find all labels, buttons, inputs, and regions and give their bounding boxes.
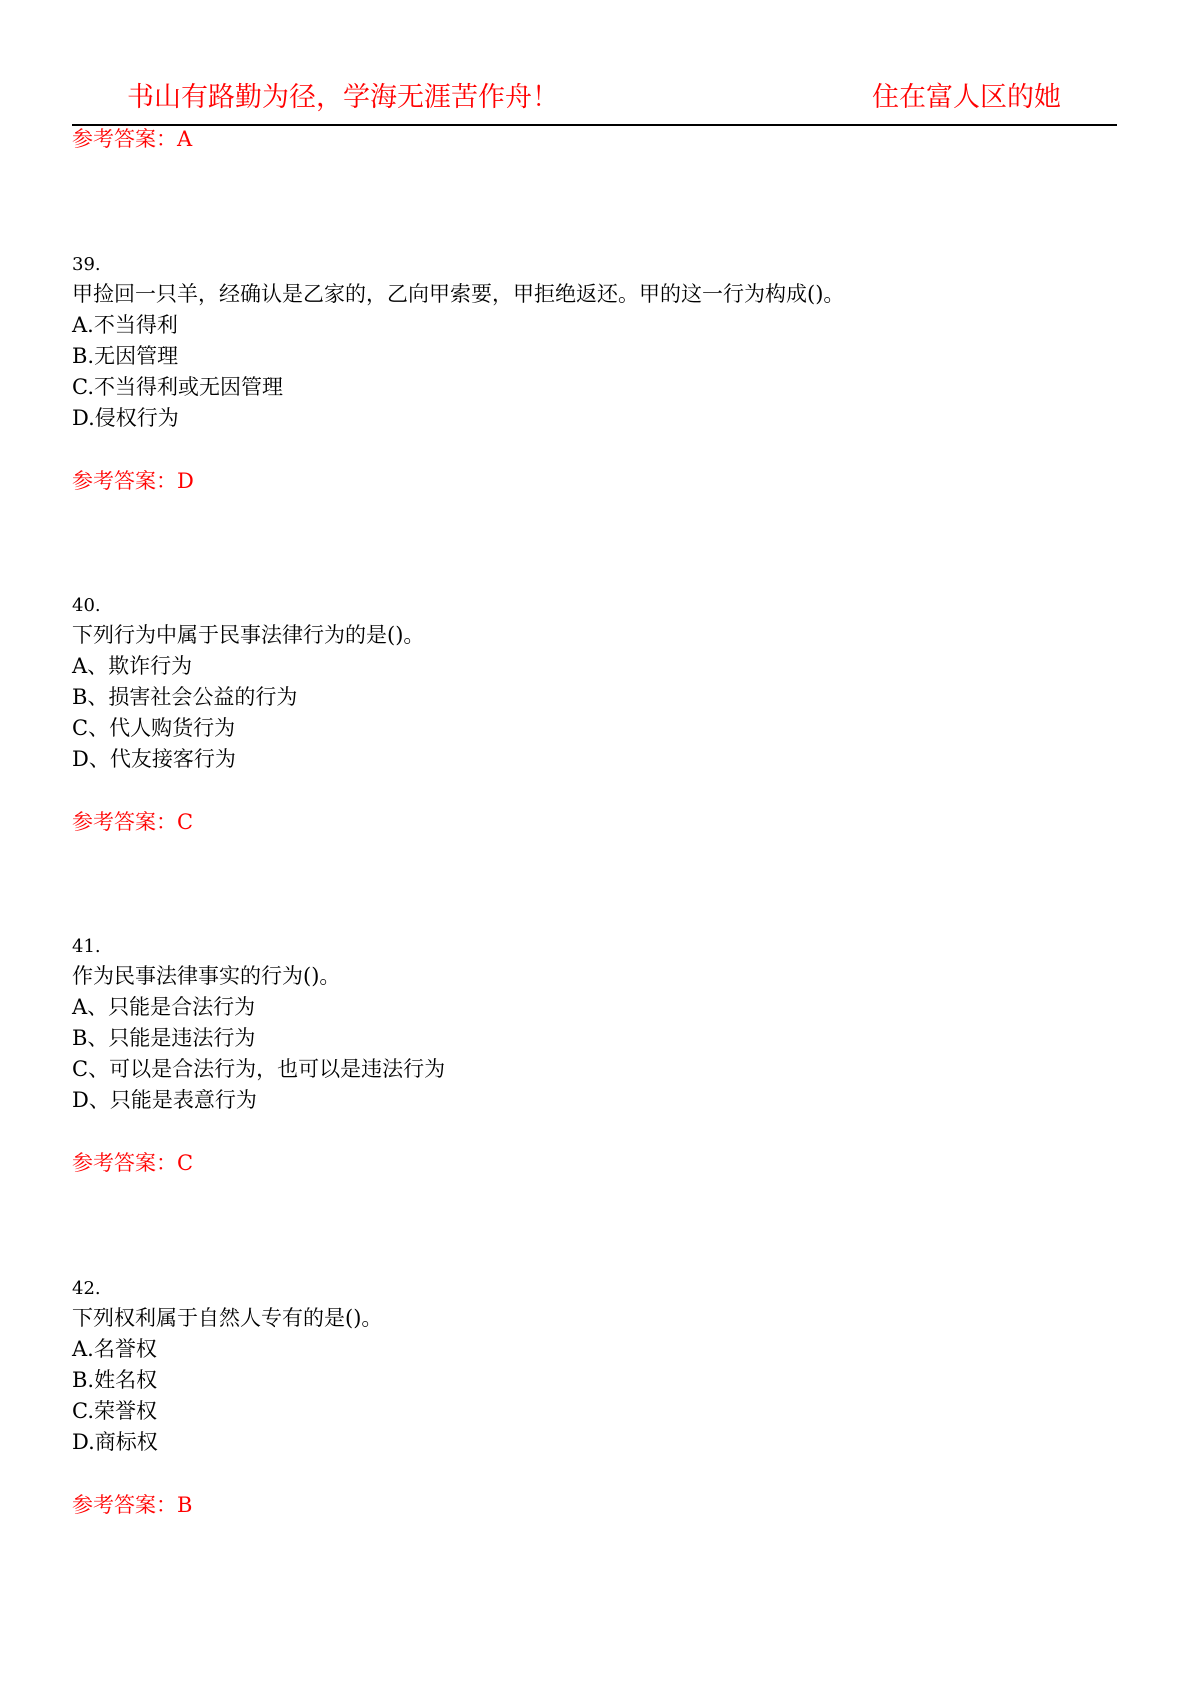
option-d: D.侵权行为 — [72, 406, 179, 430]
header-motto: 书山有路勤为径，学海无涯苦作舟！ — [127, 82, 559, 113]
page-header — [72, 78, 1117, 126]
question-number: 40. — [72, 595, 101, 616]
question-number: 39. — [72, 254, 101, 275]
question-number: 42. — [72, 1278, 101, 1299]
question-39 — [72, 251, 1112, 434]
option-a: A、只能是合法行为 — [72, 995, 256, 1019]
header-author: 住在富人区的她 — [872, 82, 1061, 113]
answer-key-41: 参考答案：C — [72, 1151, 194, 1175]
option-b: B.姓名权 — [72, 1368, 158, 1392]
option-a: A.不当得利 — [72, 313, 178, 337]
option-c: C、可以是合法行为，也可以是违法行为 — [72, 1057, 446, 1081]
option-a: A.名誉权 — [72, 1337, 157, 1361]
option-d: D、代友接客行为 — [72, 747, 236, 771]
option-c: C、代人购货行为 — [72, 716, 236, 740]
option-d: D、只能是表意行为 — [72, 1088, 257, 1112]
option-d: D.商标权 — [72, 1430, 158, 1454]
question-text: 作为民事法律事实的行为()。 — [72, 964, 341, 988]
answer-key-40: 参考答案：C — [72, 810, 194, 834]
question-number: 41. — [72, 936, 101, 957]
answer-key-39: 参考答案：D — [72, 469, 194, 493]
answer-key-previous: 参考答案：A — [72, 127, 193, 151]
question-40 — [72, 592, 1112, 775]
option-c: C.荣誉权 — [72, 1399, 157, 1423]
question-text: 下列权利属于自然人专有的是()。 — [72, 1306, 383, 1330]
answer-key-42: 参考答案：B — [72, 1493, 193, 1517]
question-text: 下列行为中属于民事法律行为的是()。 — [72, 623, 425, 647]
option-c: C.不当得利或无因管理 — [72, 375, 283, 399]
option-b: B.无因管理 — [72, 344, 179, 368]
question-42 — [72, 1275, 1112, 1458]
option-a: A、欺诈行为 — [72, 654, 193, 678]
question-text: 甲捡回一只羊，经确认是乙家的，乙向甲索要，甲拒绝返还。甲的这一行为构成()。 — [72, 282, 845, 306]
question-41 — [72, 933, 1112, 1116]
option-b: B、只能是违法行为 — [72, 1026, 256, 1050]
option-b: B、损害社会公益的行为 — [72, 685, 298, 709]
